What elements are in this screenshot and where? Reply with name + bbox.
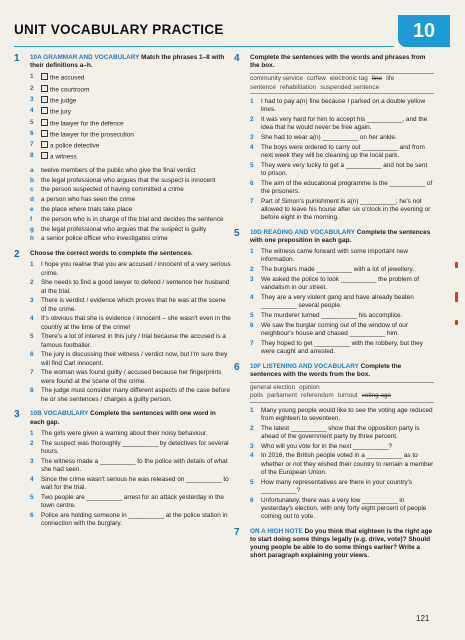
unit-badge: 10 <box>398 15 450 47</box>
definition-item <box>30 206 232 214</box>
item-text: They hoped to get __________ with the robbery, but they were caught and arrested. <box>261 339 423 356</box>
item-text: Since the crime wasn't serious he was released on __________ to wait for the trial. <box>41 475 229 491</box>
exercise-item <box>30 369 232 385</box>
page-title: UNIT VOCABULARY PRACTICE <box>14 22 224 37</box>
item-text: the legal professional who argues that the suspect is guilty <box>41 225 207 233</box>
exercise-item <box>30 152 232 162</box>
exercise-item <box>30 430 232 438</box>
item-number: 8 <box>30 387 34 395</box>
item-number: 8 <box>30 152 34 160</box>
answer-checkbox[interactable] <box>41 85 48 92</box>
margin-mark <box>455 320 458 325</box>
exercise-code: 10D READING AND VOCABULARY <box>250 228 355 236</box>
item-text: There is verdict / evidence which proves that he was at the scene of the crime. <box>41 297 226 313</box>
exercise-number: 3 <box>14 409 20 421</box>
definition-item <box>30 196 232 204</box>
exercise-number: 7 <box>234 526 240 538</box>
left-column <box>14 54 232 535</box>
item-number: b <box>30 176 34 184</box>
answer-checkbox[interactable] <box>41 152 48 159</box>
answer-checkbox[interactable] <box>41 130 48 137</box>
exercise-item <box>250 266 434 274</box>
exercise-item <box>250 294 434 310</box>
item-number: g <box>30 225 34 233</box>
word-box-item: community service <box>250 75 303 83</box>
item-text: The judge must consider many different aspects of the case before he or she sentences / charges a guilty person. <box>41 387 230 403</box>
page-number: 121 <box>416 614 430 623</box>
item-number: h <box>30 235 34 243</box>
exercise-4 <box>234 54 434 224</box>
answer-checkbox[interactable] <box>41 107 48 114</box>
item-text: The boys were ordered to carry out __________ and from next week they will be cleaning up the local park. <box>261 143 425 159</box>
exercise-item <box>250 322 434 338</box>
definition-item <box>30 226 232 234</box>
exercise-item <box>30 387 232 403</box>
item-text: In 2016, the British people voted in a __________ as to whether or not they wished their country to remain a member of the European Union. <box>261 452 434 476</box>
exercise-item <box>30 297 232 313</box>
exercise-item <box>250 443 434 451</box>
exercise-1 <box>14 54 232 245</box>
exercise-item <box>250 276 434 292</box>
exercise-item <box>30 261 232 277</box>
exercise-item <box>30 440 232 456</box>
exercise-item <box>30 279 232 295</box>
item-text: The murderer turned __________ his accomplice. <box>261 312 403 320</box>
exercise-number: 4 <box>234 53 240 64</box>
exercise-item <box>250 340 434 356</box>
exercise-number: 1 <box>14 53 20 64</box>
item-number: 4 <box>250 294 254 302</box>
definition-item <box>30 186 232 194</box>
exercise-code: 10B VOCABULARY <box>30 410 89 418</box>
item-number: 7 <box>250 339 254 347</box>
item-text: It's obvious that she is evidence / innocent – she wasn't even in the country at the time of the crime! <box>41 315 231 331</box>
item-number: 4 <box>30 107 34 115</box>
exercise-item <box>30 494 232 510</box>
exercise-instruction: Choose the correct words to complete the sentences. <box>30 250 193 258</box>
exercise-item <box>30 476 232 492</box>
exercise-instruction: Complete the sentences with the words from the box. <box>250 362 402 379</box>
exercise-item <box>250 425 434 441</box>
item-text: I hope you realise that you are accused / innocent of a very serious crime. <box>41 261 231 277</box>
exercise-item <box>30 512 232 528</box>
definition-item <box>30 216 232 224</box>
item-number: 3 <box>30 96 34 103</box>
answer-checkbox[interactable] <box>41 73 48 80</box>
item-text: Who will you vote for in the next __________? <box>261 442 393 450</box>
item-number: 1 <box>250 248 254 256</box>
item-number: 4 <box>250 143 254 151</box>
definition-item <box>30 167 232 175</box>
item-number: 4 <box>30 315 34 323</box>
item-text: She had to wear a(n) __________ on her ankle. <box>261 133 397 141</box>
exercise-item <box>250 162 434 178</box>
item-text: The burglars made __________ with a lot of jewellery. <box>261 266 414 274</box>
word-box-item: referendum <box>301 392 334 400</box>
item-text: Many young people would like to see the voting age reduced from eighteen to seventeen. <box>261 406 433 422</box>
word-box-item: electronic tag <box>329 75 368 83</box>
item-text: Unfortunately, there was a very low __________ in yesterday's election, with only forty eight percent of people coming out to vote. <box>261 496 427 521</box>
word-box-item: turnout <box>337 392 358 400</box>
item-text: It was very hard for him to accept his __________, and the idea that he would never be free again. <box>261 115 428 132</box>
item-text: We saw the burglar coming out of the window of our neighbour's house and chased __________ him. <box>261 321 408 338</box>
word-box <box>250 382 434 402</box>
answer-checkbox[interactable] <box>41 96 48 103</box>
item-text: Two people are __________ arrest for an attack yesterday in the town centre. <box>41 493 224 509</box>
exercise-item <box>250 134 434 142</box>
margin-mark <box>455 292 458 302</box>
exercise-item <box>30 351 232 367</box>
item-number: 2 <box>30 439 34 447</box>
exercise-item <box>250 407 434 423</box>
exercise-item <box>30 458 232 474</box>
word-box-item: voting age <box>361 392 392 400</box>
item-text: a police detective <box>50 142 100 150</box>
item-number: 6 <box>250 179 254 187</box>
exercise-item <box>250 180 434 196</box>
item-text: the courtroom <box>50 86 90 94</box>
item-number: 2 <box>250 115 254 123</box>
word-box-item: fine <box>371 75 383 83</box>
item-number: 5 <box>30 118 34 126</box>
exercise-instruction: Do you think that eighteen is the right age to start doing some things legally (e.g. drive, vote)? Should young people be able to do some things earlier? Write a short paragraph explaining your views. <box>250 527 433 560</box>
item-text: The girls were given a warning about their noisy behaviour. <box>41 429 208 437</box>
item-number: 1 <box>30 261 34 269</box>
item-text: the person suspected of having committed a crime <box>41 186 184 194</box>
item-number: 2 <box>250 266 254 274</box>
exercise-code: 10A GRAMMAR AND VOCABULARY <box>30 54 140 61</box>
item-number: 3 <box>30 457 34 465</box>
item-number: 5 <box>250 161 254 169</box>
item-text: the lawyer for the prosecution <box>50 131 134 139</box>
item-text: The woman was found guilty / accused because her fingerprints were found at the scene of the crime. <box>41 369 222 385</box>
exercise-item <box>250 248 434 264</box>
item-text: The suspect was thoroughly __________ by detectives for several hours. <box>41 439 229 455</box>
item-text: the jury <box>50 108 71 116</box>
item-number: c <box>30 186 34 194</box>
item-number: d <box>30 196 34 204</box>
item-number: 7 <box>30 369 34 377</box>
item-number: 6 <box>30 351 34 359</box>
exercise-7 <box>234 528 434 564</box>
exercise-instruction: Complete the sentences with one word in each gap. <box>30 410 216 426</box>
item-text: the legal professional who argues that the suspect is innocent <box>41 176 216 184</box>
definition-item <box>30 177 232 185</box>
item-text: I had to pay a(n) fine because I parked on a double yellow lines. <box>261 97 426 114</box>
exercise-number: 5 <box>234 227 240 239</box>
exercise-2 <box>14 250 232 405</box>
item-number: 2 <box>250 424 254 432</box>
exercise-item <box>250 479 434 495</box>
exercise-item <box>30 107 232 117</box>
word-box-item: life sentence <box>250 75 395 91</box>
item-text: The witness came forward with some important new information. <box>261 248 409 264</box>
item-number: 3 <box>250 442 254 450</box>
item-number: 5 <box>250 478 254 486</box>
exercise-item <box>30 73 232 83</box>
word-box-item: parliament <box>267 392 297 400</box>
answer-checkbox[interactable] <box>41 119 48 126</box>
exercise-item <box>30 333 232 349</box>
item-text: a person who has seen the crime <box>41 196 136 204</box>
exercise-item <box>30 119 232 129</box>
exercise-number: 6 <box>234 361 240 373</box>
exercise-instruction: Complete the sentences with one preposition in each gap. <box>250 228 431 245</box>
item-number: 3 <box>250 133 254 141</box>
item-number: 1 <box>30 429 34 437</box>
exercise-5 <box>234 229 434 358</box>
item-number: 1 <box>250 406 254 414</box>
exercise-item <box>250 452 434 477</box>
exercise-instruction: Match the phrases 1–8 with their definitions a–h. <box>30 54 225 70</box>
exercise-code: ON A HIGH NOTE <box>250 527 303 535</box>
item-text: the lawyer for the defence <box>50 120 124 128</box>
item-text: twelve members of the public who give the final verdict <box>41 166 196 174</box>
item-number: 7 <box>30 141 34 149</box>
word-box-item: general election <box>250 384 296 392</box>
exercise-item <box>250 116 434 132</box>
item-text: We asked the police to look __________ the problem of vandalism in our street. <box>261 276 419 292</box>
item-text: Police are holding someone in __________ at the police station in connection with the burglary. <box>41 511 228 527</box>
word-box-item: suspended sentence <box>320 83 380 91</box>
exercise-item <box>250 144 434 160</box>
item-number: 6 <box>30 129 34 137</box>
item-number: 7 <box>250 197 254 205</box>
exercise-item <box>250 98 434 114</box>
item-number: 5 <box>250 312 254 320</box>
item-text: Part of Simon's punishment is a(n) __________; he's not allowed to leave his house after six o'clock in the evening or before eight in the morning. <box>261 197 431 222</box>
item-number: 5 <box>30 333 34 341</box>
item-text: the judge <box>50 97 77 105</box>
header-rule <box>14 46 394 47</box>
item-text: the person who is in charge of the trial and decides the sentence <box>41 215 224 223</box>
exercise-instruction: Complete the sentences with the words and phrases from the box. <box>250 54 426 70</box>
item-text: The aim of the educational programme is the __________ of the prisoners. <box>261 179 433 195</box>
exercise-item <box>30 315 232 331</box>
item-number: 6 <box>30 511 34 519</box>
exercise-code: 10F LISTENING AND VOCABULARY <box>250 362 359 370</box>
item-text: The witness made a __________ to the police with details of what she had seen. <box>41 457 228 473</box>
item-number: 3 <box>30 297 34 305</box>
exercise-6 <box>234 363 434 523</box>
item-number: 2 <box>30 84 34 92</box>
item-number: 3 <box>250 276 254 284</box>
word-box-item: curfew <box>306 75 326 83</box>
item-number: 2 <box>30 279 34 287</box>
item-text: They were very lucky to get a __________ and not be sent to prison. <box>261 161 428 177</box>
item-number: a <box>30 166 34 174</box>
item-text: The latest __________ show that the opposition party is ahead of the government party by three percent. <box>261 424 420 440</box>
item-number: 1 <box>30 73 34 81</box>
exercise-item <box>250 497 434 522</box>
item-text: a senior police officer who investigates crime <box>41 235 168 243</box>
exercise-item <box>30 96 232 106</box>
exercise-item <box>30 141 232 151</box>
word-box-item: opinion polls <box>250 384 320 400</box>
exercise-number: 2 <box>14 249 20 261</box>
item-number: 6 <box>250 321 254 329</box>
item-number: 6 <box>250 496 254 504</box>
exercise-item <box>30 85 232 95</box>
item-number: 5 <box>30 493 34 501</box>
exercise-item <box>250 312 434 320</box>
item-number: e <box>30 205 34 213</box>
right-column <box>234 54 434 569</box>
answer-checkbox[interactable] <box>41 141 48 148</box>
margin-mark <box>455 262 458 268</box>
item-text: the accused <box>50 74 85 82</box>
item-text: They are a very violent gang and have already beaten __________ several people. <box>261 294 414 310</box>
word-box <box>250 73 434 93</box>
exercise-item <box>30 130 232 140</box>
item-text: The jury is discussing their witness / verdict now, but I'm sure they will find Carl innocent. <box>41 351 228 367</box>
item-text: a witness <box>50 153 77 161</box>
item-text: How many representatives are there in your country's __________? <box>261 478 413 494</box>
item-text: There's a lot of interest in this jury / trial because the accused is a famous footballer. <box>41 333 226 349</box>
definition-item <box>30 235 232 243</box>
item-text: the place where trials take place <box>41 205 133 213</box>
exercise-3 <box>14 410 232 529</box>
item-number: f <box>30 215 33 223</box>
item-text: She needs to find a good lawyer to defend / sentence her husband at the trial. <box>41 279 230 295</box>
exercise-item <box>250 198 434 223</box>
item-number: 1 <box>250 97 254 105</box>
word-box-item: rehabilitation <box>279 83 317 91</box>
item-number: 4 <box>250 452 254 460</box>
item-number: 4 <box>30 475 34 483</box>
